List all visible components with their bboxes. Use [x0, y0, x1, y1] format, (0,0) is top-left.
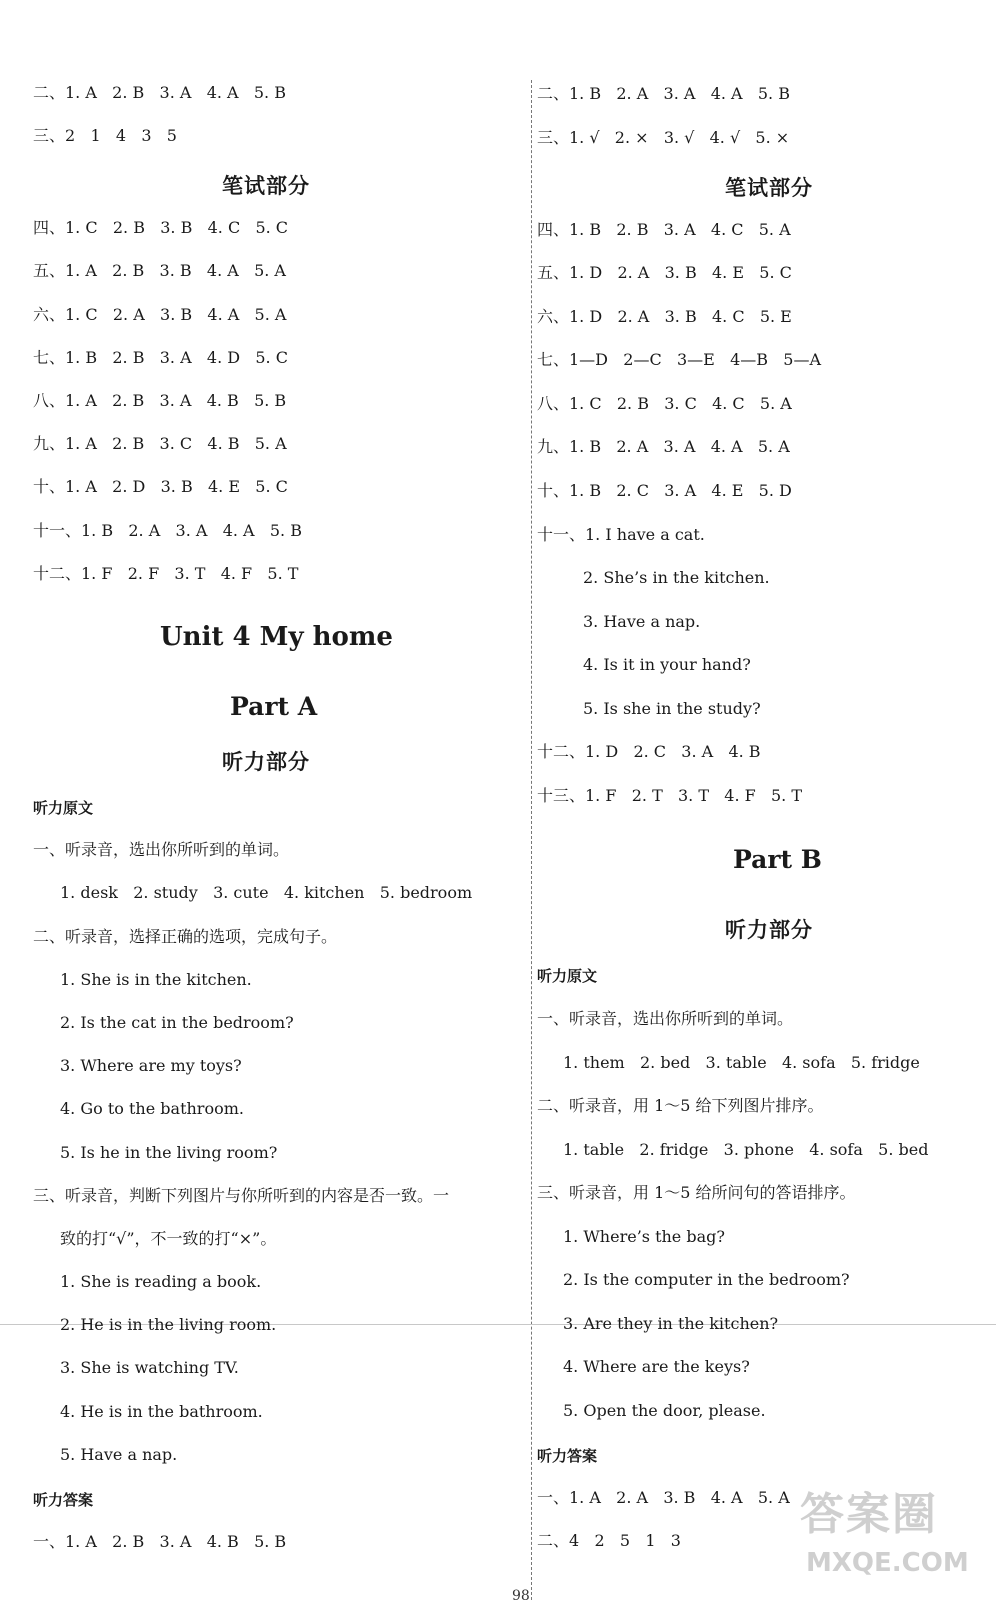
question-prompt: 二、听录音，选择正确的选项，完成句子。	[33, 927, 338, 946]
answer-sentence: 2. She’s in the kitchen.	[583, 568, 770, 587]
watermark-text: 答案圈	[800, 1489, 938, 1540]
answer-line: 三、1. √ 2. × 3. √ 4. √ 5. ×	[537, 128, 790, 147]
question-prompt: 三、听录音，用 1～5 给所问句的答语排序。	[537, 1183, 856, 1202]
column-divider	[531, 80, 532, 1600]
answer-line: 六、1. D 2. A 3. B 4. C 5. E	[537, 307, 792, 326]
question-content: 1. She is reading a book.	[60, 1272, 262, 1291]
question-prompt: 一、听录音，选出你所听到的单词。	[537, 1009, 794, 1028]
question-content: 5. Is he in the living room?	[60, 1143, 278, 1162]
part-title: Part B	[733, 845, 822, 874]
answer-line: 十、1. B 2. C 3. A 4. E 5. D	[537, 481, 792, 500]
answer-line: 十二、1. F 2. F 3. T 4. F 5. T	[33, 564, 299, 583]
question-content: 1. Where’s the bag?	[563, 1227, 725, 1246]
question-content: 5. Open the door, please.	[563, 1401, 766, 1420]
answer-line: 十二、1. D 2. C 3. A 4. B	[537, 742, 761, 761]
section-heading: 笔试部分	[725, 176, 813, 200]
unit-title: Unit 4 My home	[160, 622, 393, 652]
answer-line: 八、1. A 2. B 3. A 4. B 5. B	[33, 391, 287, 410]
answer-line: 九、1. B 2. A 3. A 4. A 5. A	[537, 437, 790, 456]
answer-line: 五、1. D 2. A 3. B 4. E 5. C	[537, 263, 792, 282]
question-content: 3. Where are my toys?	[60, 1056, 242, 1075]
answer-sentence: 3. Have a nap.	[583, 612, 701, 631]
question-content: 4. Go to the bathroom.	[60, 1099, 244, 1118]
question-prompt: 致的打“√”，不一致的打“×”。	[60, 1229, 277, 1248]
answer-line: 二、1. A 2. B 3. A 4. A 5. B	[33, 83, 286, 102]
answer-line: 九、1. A 2. B 3. C 4. B 5. A	[33, 434, 287, 453]
question-content: 1. desk 2. study 3. cute 4. kitchen 5. bedroom	[60, 883, 473, 902]
answer-line: 五、1. A 2. B 3. B 4. A 5. A	[33, 261, 286, 280]
answer-line: 八、1. C 2. B 3. C 4. C 5. A	[537, 394, 792, 413]
subsection-heading: 听力原文	[33, 799, 94, 817]
section-heading: 听力部分	[725, 918, 813, 942]
answer-line: 四、1. B 2. B 3. A 4. C 5. A	[537, 220, 791, 239]
question-content: 4. He is in the bathroom.	[60, 1402, 263, 1421]
question-prompt: 一、听录音，选出你所听到的单词。	[33, 840, 290, 859]
question-content: 1. She is in the kitchen.	[60, 970, 252, 989]
question-content: 1. table 2. fridge 3. phone 4. sofa 5. bed	[563, 1140, 929, 1159]
section-heading: 笔试部分	[222, 174, 310, 198]
question-content: 3. Are they in the kitchen?	[563, 1314, 779, 1333]
subsection-heading: 听力原文	[537, 967, 598, 985]
question-prompt: 二、听录音，用 1～5 给下列图片排序。	[537, 1096, 824, 1115]
question-content: 5. Have a nap.	[60, 1445, 178, 1464]
answer-sentence: 5. Is she in the study?	[583, 699, 761, 718]
answer-line: 一、1. A 2. A 3. B 4. A 5. A	[537, 1488, 790, 1507]
answer-line: 三、2 1 4 3 5	[33, 126, 177, 145]
answer-line: 六、1. C 2. A 3. B 4. A 5. A	[33, 305, 287, 324]
page-number: 98	[512, 1588, 530, 1604]
question-content: 3. She is watching TV.	[60, 1358, 239, 1377]
answer-line: 十、1. A 2. D 3. B 4. E 5. C	[33, 477, 288, 496]
answer-line: 二、1. B 2. A 3. A 4. A 5. B	[537, 84, 790, 103]
answer-line: 一、1. A 2. B 3. A 4. B 5. B	[33, 1532, 287, 1551]
answer-line: 十一、1. B 2. A 3. A 4. A 5. B	[33, 521, 302, 540]
answer-line: 七、1. B 2. B 3. A 4. D 5. C	[33, 348, 288, 367]
subsection-heading: 听力答案	[537, 1447, 598, 1465]
answer-line: 十三、1. F 2. T 3. T 4. F 5. T	[537, 786, 803, 805]
subsection-heading: 听力答案	[33, 1491, 94, 1509]
question-content: 2. Is the computer in the bedroom?	[563, 1270, 850, 1289]
answer-sentence: 4. Is it in your hand?	[583, 655, 751, 674]
answer-line: 七、1—D 2—C 3—E 4—B 5—A	[537, 350, 821, 369]
answer-line: 四、1. C 2. B 3. B 4. C 5. C	[33, 218, 289, 237]
watermark-url: MXQE.COM	[806, 1548, 969, 1578]
answer-line: 十一、1. I have a cat.	[537, 525, 705, 544]
question-prompt: 三、听录音，判断下列图片与你所听到的内容是否一致。一	[33, 1186, 450, 1205]
section-heading: 听力部分	[222, 750, 310, 774]
question-content: 1. them 2. bed 3. table 4. sofa 5. fridge	[563, 1053, 920, 1072]
part-title: Part A	[230, 692, 318, 721]
question-content: 2. Is the cat in the bedroom?	[60, 1013, 294, 1032]
question-content: 4. Where are the keys?	[563, 1357, 750, 1376]
answer-line: 二、4 2 5 1 3	[537, 1531, 681, 1550]
question-content: 2. He is in the living room.	[60, 1315, 277, 1334]
watermark-logo	[800, 1478, 990, 1594]
